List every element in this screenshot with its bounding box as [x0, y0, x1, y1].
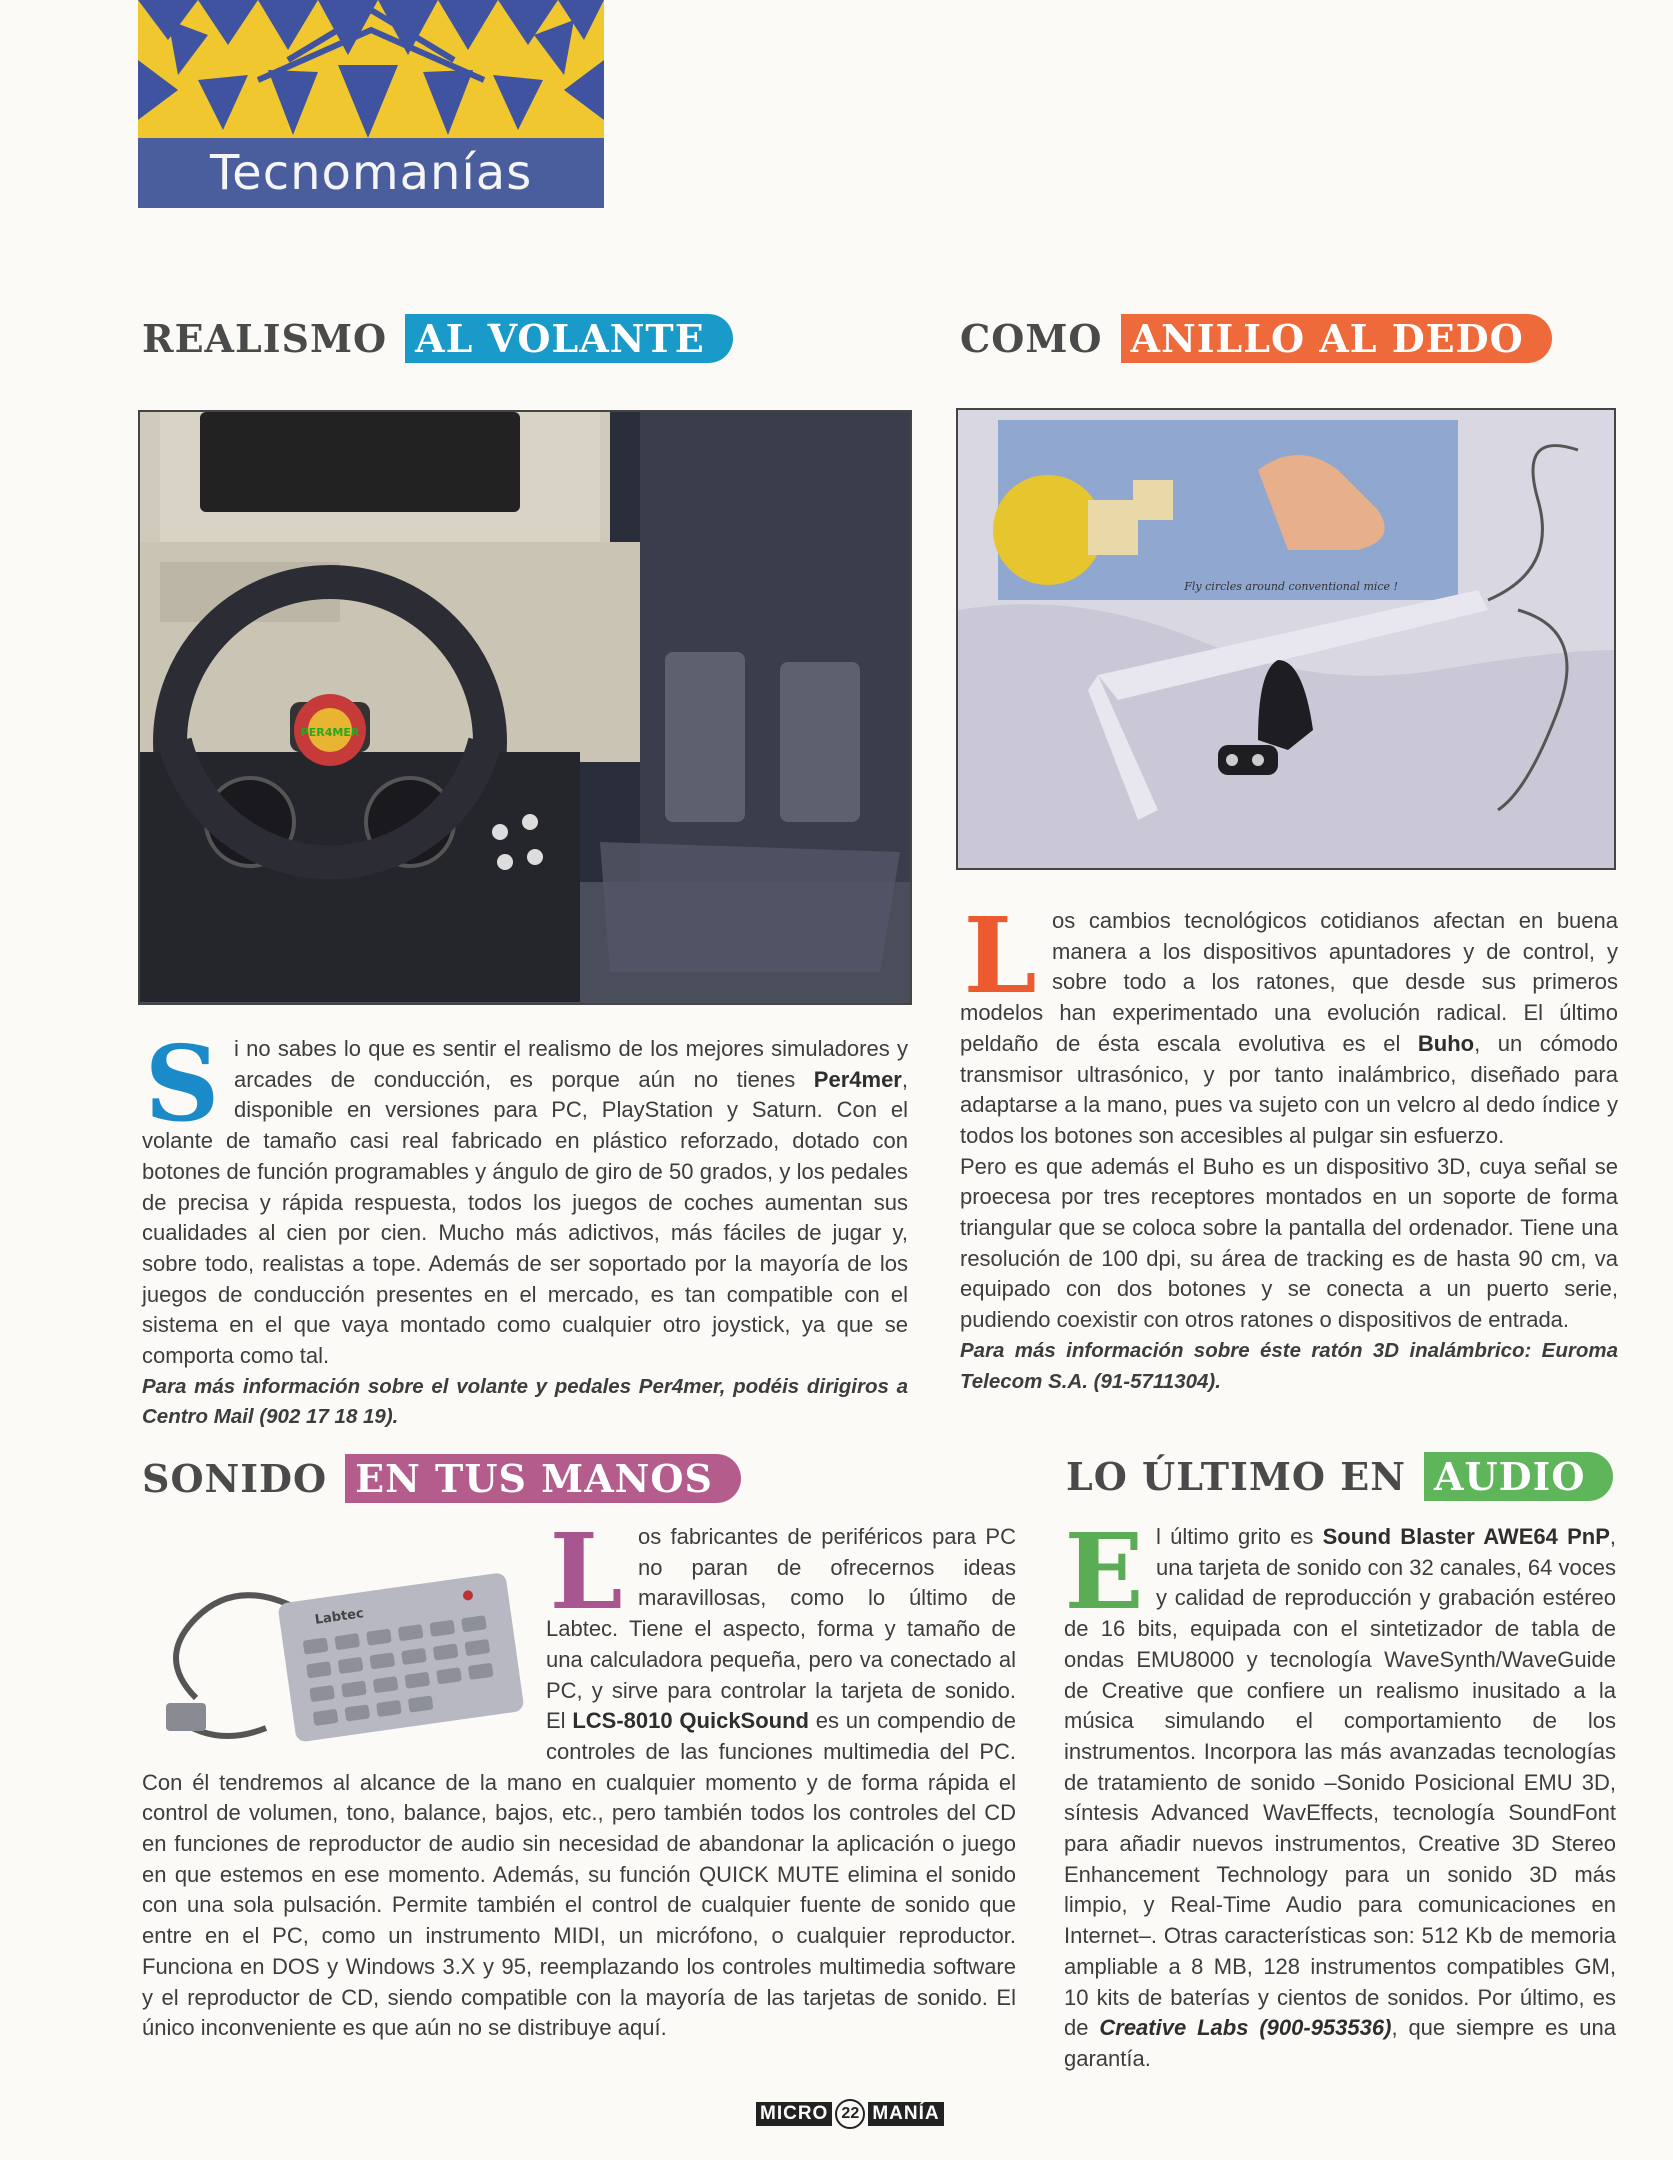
dropcap-volante-letter: S: [144, 1040, 220, 1126]
anillo-product: Buho: [1417, 1030, 1475, 1056]
heading-volante: [142, 314, 733, 363]
article-anillo-body-2: Pero es que además el Buho es un dispositivo 3D, cuya señal se proecesa por tres receptores montados en un soporte de forma triangular que se coloca sobre la pantalla del ordenador. Tiene una resolución de 100 dpi, su área de tracking es de hasta 90 cm, va equipado con dos botones y se conecta a un puerto serie, pudiendo coexistir con otros ratones o dispositivos de entrada.: [960, 1153, 1618, 1333]
article-sonido: [142, 1522, 1016, 2044]
article-audio-body: [1064, 1522, 1616, 2075]
heading-audio: [1066, 1452, 1613, 1501]
footer-mania: MANÍA: [868, 2102, 943, 2126]
anillo-text-2: , un cómodo transmisor ultrasónico, y por tanto inalámbrico, diseñado para adaptarse a la mano, pues va sujeto con un velcro al dedo índice y todos los botones son accesibles al pulgar sin esfuerzo.: [960, 1030, 1618, 1148]
volante-product: Per4mer: [813, 1066, 902, 1092]
heading-anillo: [960, 314, 1552, 363]
article-anillo-info: Para más información sobre éste ratón 3D inalámbrico: Euroma Telecom S.A. (91-5711304).: [960, 1338, 1618, 1393]
dropcap-anillo: [960, 912, 1040, 998]
sonido-product: LCS-8010 QuickSound: [572, 1708, 809, 1734]
sonido-text-2: es un compendio de controles de las funciones multimedia del PC. Con él tendremos al alcance de la mano en cualquier momento y de forma rápida el control de volumen, tono, balance, bajos, etc., pero también todos los controles del CD en funciones de reproductor de audio sin necesidad de abandonar la aplicación o juego en que estemos en ese momento. Además, su función QUICK MUTE elimina el sonido con una sola pulsación. Permite también el control de cualquier fuente de sonido que entre en el PC, como un instrumento MIDI, un micrófono, o cualquier reproductor. Funciona en DOS y Windows 3.X y 95, reemplazando los controles multimedia software y el reproductor de CD, siendo compatible con la mayoría de las tarjetas de sonido. El único inconveniente es que aún no se distribuye aquí.: [142, 1708, 1016, 2041]
audio-contact: Creative Labs (900-953536): [1099, 2015, 1392, 2041]
dropcap-sonido: [546, 1528, 626, 1614]
article-volante-body: [142, 1034, 908, 1372]
article-volante-info: Para más información sobre el volante y pedales Per4mer, podéis dirigiros a Centro Mail (902 17 18 19).: [142, 1374, 908, 1429]
sonido-photo-spacer: [142, 1522, 546, 1758]
article-anillo: [960, 906, 1618, 1397]
article-volante: [142, 1034, 908, 1433]
section-label: Tecnomanías: [210, 145, 533, 201]
dropcap-audio-letter: E: [1064, 1528, 1144, 1614]
section-header: [138, 0, 604, 208]
dropcap-volante: [142, 1040, 222, 1126]
dropcap-sonido-letter: L: [549, 1528, 623, 1614]
sonido-text-1: os fabricantes de periféricos para PC no paran de ofrecernos ideas maravillosas, como lo último de Labtec. Tiene el aspecto, forma y tamaño de una calculadora pequeña, pero va conectado al PC, y sirve para controlar la tarjeta de sonido. El: [546, 1524, 1016, 1734]
volante-text-2: , disponible en versiones para PC, PlayStation y Saturn. Con el volante de tamaño casi real fabricado en plástico reforzado, dotado con botones de función programables y ángulo de giro de 50 grados, y los pedales de precisa y rápida respuesta, todos los juegos de coches aumentan sus cualidades al cien por cien. Mucho más adictivos, más fáciles de jugar y, sobre todo, realistas a tope. Además de ser soportado por la mayoría de los juegos de conducción presentes en el mercado, es tan compatible con el sistema en el que vaya montado como cualquier otro joystick, ya que se comporta como tal.: [142, 1066, 908, 1369]
dropcap-anillo-letter: L: [963, 912, 1037, 998]
heading-anillo-plain: COMO: [960, 316, 1103, 361]
heading-sonido: [142, 1454, 741, 1503]
anillo-text-1: os cambios tecnológicos cotidianos afectan en buena manera a los dispositivos apuntadores y de control, y sobre todo a los ratones, que desde sus primeros modelos han experimentado una evolución radical. El último peldaño de ésta escala evolutiva es el: [960, 908, 1618, 1056]
page-number: 22: [835, 2099, 865, 2129]
heading-volante-highlight: AL VOLANTE: [405, 314, 733, 363]
heading-anillo-highlight: ANILLO AL DEDO: [1121, 314, 1552, 363]
heading-sonido-highlight: EN TUS MANOS: [345, 1454, 741, 1503]
footer-micro: MICRO: [756, 2102, 832, 2126]
dropcap-audio: [1064, 1528, 1144, 1614]
photo-buho-caption: Fly circles around conventional mice !: [1184, 580, 1398, 593]
heading-audio-highlight: AUDIO: [1424, 1452, 1613, 1501]
section-band: [138, 138, 604, 208]
article-audio: [1064, 1522, 1616, 2075]
article-anillo-body: [960, 906, 1618, 1152]
heading-sonido-plain: SONIDO: [142, 1456, 328, 1501]
photo-badge-text: PER4MER: [300, 726, 360, 739]
volante-text-1: i no sabes lo que es sentir el realismo de los mejores simuladores y arcades de conducción, es porque aún no tienes: [234, 1036, 908, 1092]
heading-volante-plain: REALISMO: [142, 316, 388, 361]
audio-text-2: , una tarjeta de sonido con 32 canales, 64 voces y calidad de reproducción y grabación estéreo de 16 bits, equipada con el sintetizador de tabla de ondas EMU8000 y tecnología WaveSynth/WaveGuide de Creative que confiere un realismo inusitado a la música simulando el comportamiento de los instrumentos. Incorpora las más avanzadas tecnologías de tratamiento de sonido –Sonido Posicional EMU 3D, síntesis Advanced WavEffects, tecnología SoundFont para añadir nuevos instrumentos, Creative 3D Stereo Enhancement Technology para un sonido 3D más limpio, y Real-Time Audio para comunicaciones en Internet–. Otras características son: 512 Kb de memoria ampliable a 8 MB, 128 instrumentos compatibles GM, 10 kits de baterías y cientos de sonidos. Por último, es de: [1064, 1524, 1616, 2041]
starburst-pattern: [138, 0, 604, 140]
photo-labtec-brand: Labtec: [313, 1606, 365, 1628]
audio-text-1: l último grito es: [1156, 1524, 1323, 1549]
heading-audio-plain: LO ÚLTIMO EN: [1066, 1454, 1406, 1499]
photo-buho-mouse: [956, 408, 1616, 870]
photo-steering-wheel: [138, 410, 912, 1005]
audio-text-3: , que siempre es una garantía.: [1064, 2015, 1616, 2071]
page-footer: [756, 2098, 944, 2130]
audio-product: Sound Blaster AWE64 PnP: [1322, 1524, 1610, 1549]
